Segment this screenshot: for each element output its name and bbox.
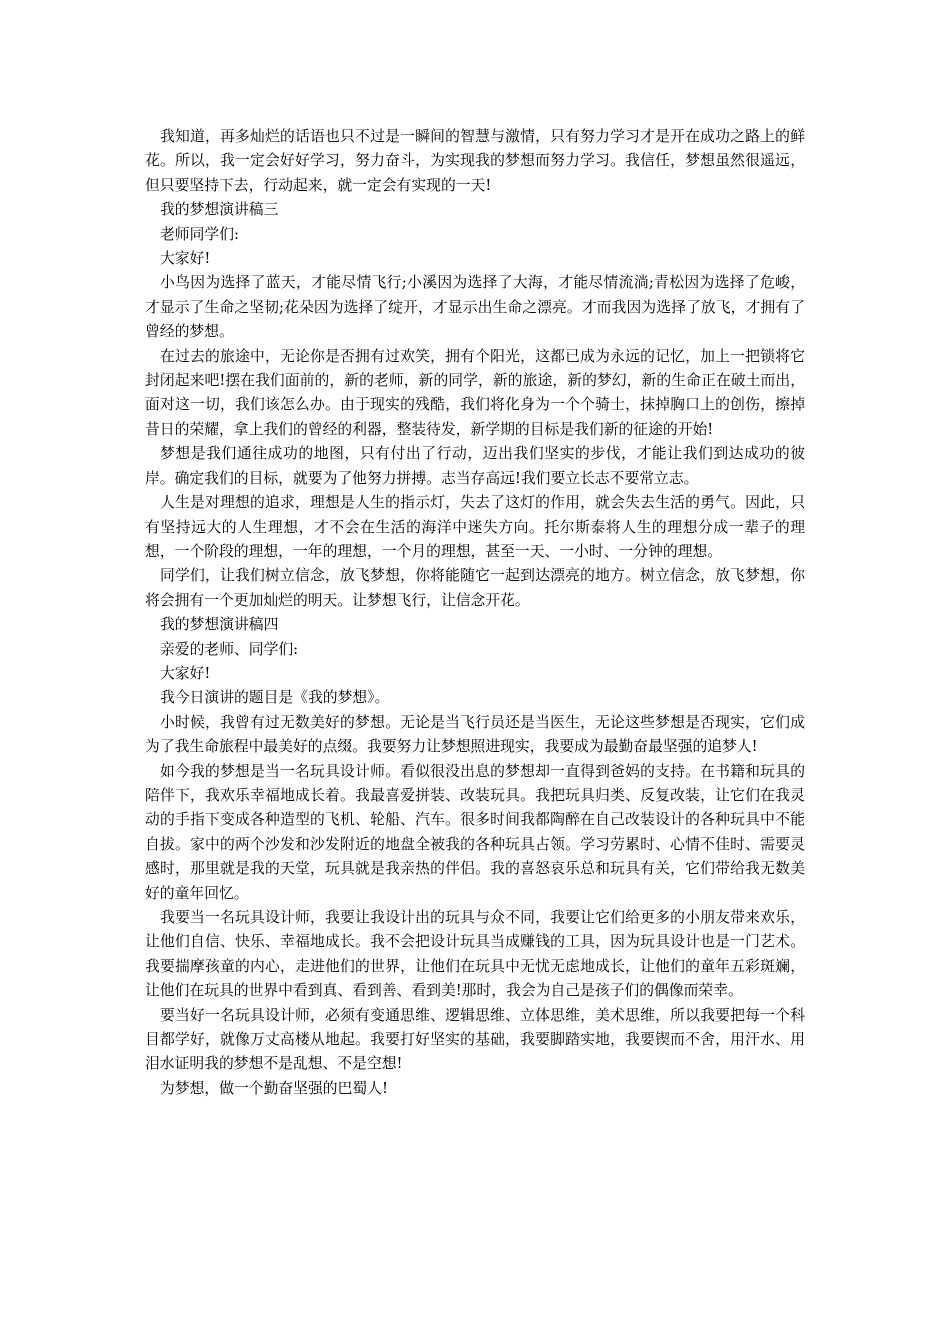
paragraph: 人生是对理想的追求，理想是人生的指示灯，失去了这灯的作用，就会失去生活的勇气。因此，只有坚持远大的人生理想，才不会在生活的海洋中迷失方向。托尔斯泰将人生的理想分成一辈子的理想，一个阶段的理想，一年的理想，一个月的理想，甚至一天、一小时、一分钟的理想。 bbox=[145, 494, 805, 560]
document-page bbox=[145, 125, 805, 1101]
paragraph-1: 我知道，再多灿烂的话语也只不过是一瞬间的智慧与激情，只有努力学习才是开在成功之路上的鲜花。所以，我一定会好好学习，努力奋斗，为实现我的梦想而努力学习。我信任，梦想虽然很遥远，但只要坚持下去，行动起来，就一定会有实现的一天! bbox=[145, 128, 805, 194]
section-heading-3: 我的梦想演讲稿三 bbox=[160, 201, 279, 219]
section-heading-4: 我的梦想演讲稿四 bbox=[160, 616, 279, 634]
greeting-line: 亲爱的老师、同学们: bbox=[160, 640, 299, 658]
paragraph: 同学们，让我们树立信念，放飞梦想，你将能随它一起到达漂亮的地方。树立信念，放飞梦想，你将会拥有一个更加灿烂的明天。让梦想飞行，让信念开花。 bbox=[145, 567, 805, 609]
paragraph: 小鸟因为选择了蓝天，才能尽情飞行;小溪因为选择了大海，才能尽情流淌;青松因为选择了危峻，才显示了生命之坚韧;花朵因为选择了绽开，才显示出生命之漂亮。才而我因为选择了放飞，才拥有了曾经的梦想。 bbox=[145, 274, 805, 341]
greeting-line: 大家好! bbox=[160, 250, 211, 268]
greeting-line: 大家好! bbox=[160, 664, 211, 682]
paragraph: 要当好一名玩具设计师，必须有变通思维、逻辑思维、立体思维，美术思维，所以我要把每一个科目都学好，就像万丈高楼从地起。我要打好坚实的基础，我要脚踏实地，我要锲而不舍，用汗水、用泪水证明我的梦想不是乱想、不是空想! bbox=[145, 1006, 805, 1073]
paragraph: 小时候，我曾有过无数美好的梦想。无论是当飞行员还是当医生，无论这些梦想是否现实，它们成为了我生命旅程中最美好的点缀。我要努力让梦想照进现实，我要成为最勤奋最坚强的追梦人! bbox=[145, 713, 805, 756]
greeting-line: 老师同学们: bbox=[160, 225, 239, 243]
paragraph: 我今日演讲的题目是《我的梦想》。 bbox=[160, 689, 390, 707]
paragraph: 在过去的旅途中，无论你是否拥有过欢笑，拥有个阳光，这都已成为永远的记忆，加上一把锁将它封闭起来吧!摆在我们面前的，新的老师，新的同学，新的旅途，新的梦幻，新的生命正在破土而出，面对这一切，我们该怎么办。由于现实的残酷，我们将化身为一个个骑士，抹掉胸口上的创伤，擦掉昔日的荣耀，拿上我们的曾经的利器，整装待发，新学期的目标是我们新的征途的开始! bbox=[145, 347, 805, 438]
closing-line: 为梦想，做一个勤奋坚强的巴蜀人! bbox=[160, 1079, 388, 1097]
paragraph: 梦想是我们通往成功的地图，只有付出了行动，迈出我们坚实的步伐，才能让我们到达成功的彼岸。确定我们的目标，就要为了他努力拼搏。志当存高远!我们要立长志不要常立志。 bbox=[145, 445, 805, 487]
paragraph: 我要当一名玩具设计师，我要让我设计出的玩具与众不同，我要让它们给更多的小朋友带来欢乐，让他们自信、快乐、幸福地成长。我不会把设计玩具当成赚钱的工具，因为玩具设计也是一门艺术。我要揣摩孩童的内心，走进他们的世界，让他们在玩具中无忧无虑地成长，让他们的童年五彩斑斓，让他们在玩具的世界中看到真、看到善、看到美!那时，我会为自己是孩子们的偶像而荣幸。 bbox=[145, 909, 805, 1000]
paragraph: 如今我的梦想是当一名玩具设计师。看似很没出息的梦想却一直得到爸妈的支持。在书籍和玩具的陪伴下，我欢乐幸福地成长着。我最喜爱拼装、改装玩具。我把玩具归类、反复改装，让它们在我灵动的手指下变成各种造型的飞机、轮船、汽车。很多时间我都陶醉在自己改装设计的各种玩具中不能自拔。家中的两个沙发和沙发附近的地盘全被我的各种玩具占领。学习劳累时、心情不佳时、需要灵感时，那里就是我的天堂，玩具就是我亲热的伴侣。我的喜怒哀乐总和玩具有关，它们带给我无数美好的童年回忆。 bbox=[145, 762, 805, 902]
